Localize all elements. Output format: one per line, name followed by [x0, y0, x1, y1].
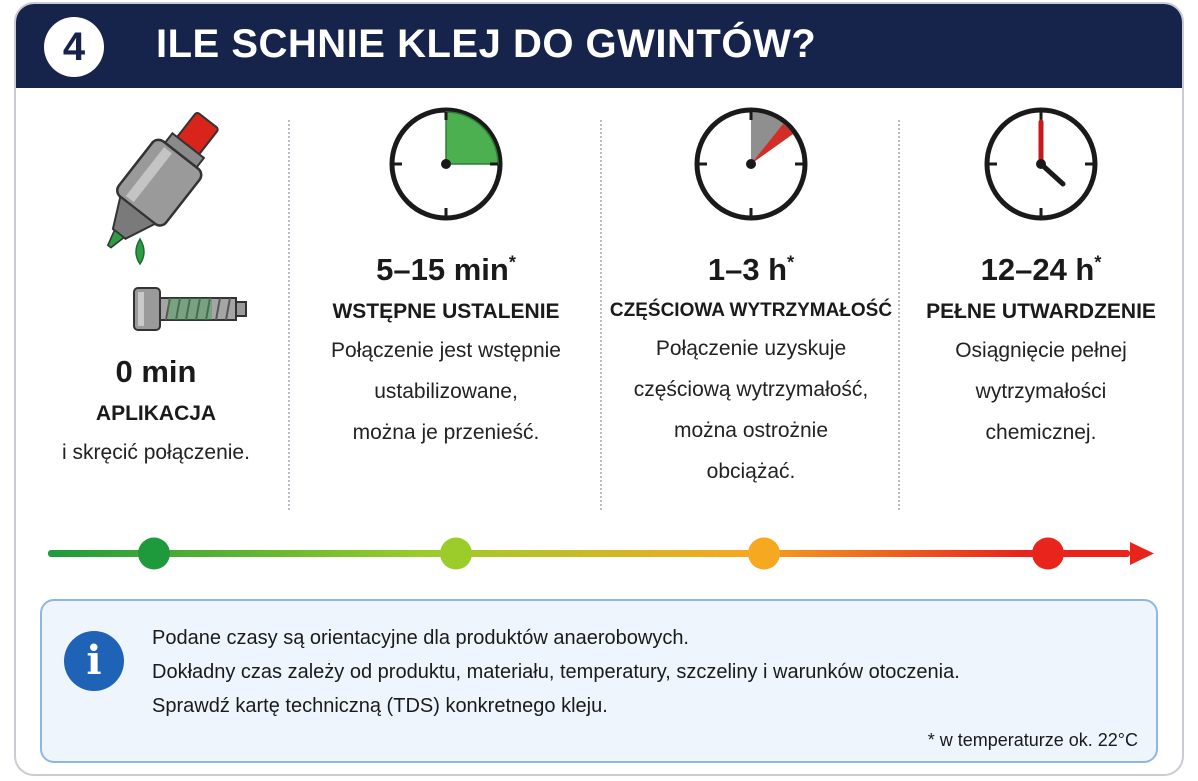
info-icon: i [64, 631, 124, 691]
stage-description: Połączenie jest wstępnie ustabilizowane, można je przenieść. [331, 339, 561, 444]
stage-time: 12–24 h* [980, 252, 1102, 287]
column-divider [898, 120, 900, 510]
info-line: Dokładny czas zależy od produktu, materiału, temperatury, szczeliny i warunków otoczenia. [152, 661, 960, 683]
stage-description: Osiągnięcie pełnej wytrzymałości chemicznej. [955, 339, 1127, 444]
timeline-dot-initial-set [440, 538, 472, 570]
stage-application [26, 104, 286, 473]
stage-time: 5–15 min* [376, 252, 516, 287]
temperature-footnote: * w temperaturze ok. 22°C [927, 730, 1138, 750]
header-bar [16, 4, 1182, 88]
page-title: ILE SCHNIE KLEJ DO GWINTÓW? [156, 22, 817, 66]
stage-description: i skręcić połączenie. [62, 441, 250, 464]
infographic-card [14, 2, 1184, 776]
clock-partial-gray-icon [691, 104, 811, 224]
stage-phase: PEŁNE UTWARDZENIE [926, 300, 1156, 323]
info-box [40, 599, 1158, 763]
stage-phase: APLIKACJA [95, 402, 217, 425]
glue-bottle-bolt-icon [56, 104, 256, 344]
timeline-dot-application [138, 538, 170, 570]
timeline-arrow-icon [1130, 542, 1154, 565]
stage-time: 1–3 h* [707, 252, 795, 287]
step-number-badge: 4 [44, 17, 104, 77]
cure-timeline [46, 524, 1166, 584]
info-text [152, 621, 960, 723]
timeline-dot-full-cure [1032, 538, 1064, 570]
stage-full-cure [906, 104, 1176, 453]
timeline-dot-partial-strength [748, 538, 780, 570]
clock-quarter-green-icon [386, 104, 506, 224]
stage-initial-set [296, 104, 596, 453]
stage-phase: CZĘŚCIOWA WYTRZYMAŁOŚĆ [609, 300, 893, 321]
info-line: Podane czasy są orientacyjne dla produktów anaerobowych. [152, 627, 689, 649]
stage-time: 0 min [115, 354, 197, 389]
column-divider [600, 120, 602, 510]
column-divider [288, 120, 290, 510]
stage-description: Połączenie uzyskuje częściową wytrzymałość, można ostrożnie obciążać. [633, 337, 869, 483]
stage-partial-strength [606, 104, 896, 492]
timeline-bar [48, 550, 1130, 557]
stage-phase: WSTĘPNE USTALENIE [332, 300, 560, 323]
clock-four-oclock-icon [981, 104, 1101, 224]
info-line: Sprawdź kartę techniczną (TDS) konkretnego kleju. [152, 695, 608, 717]
